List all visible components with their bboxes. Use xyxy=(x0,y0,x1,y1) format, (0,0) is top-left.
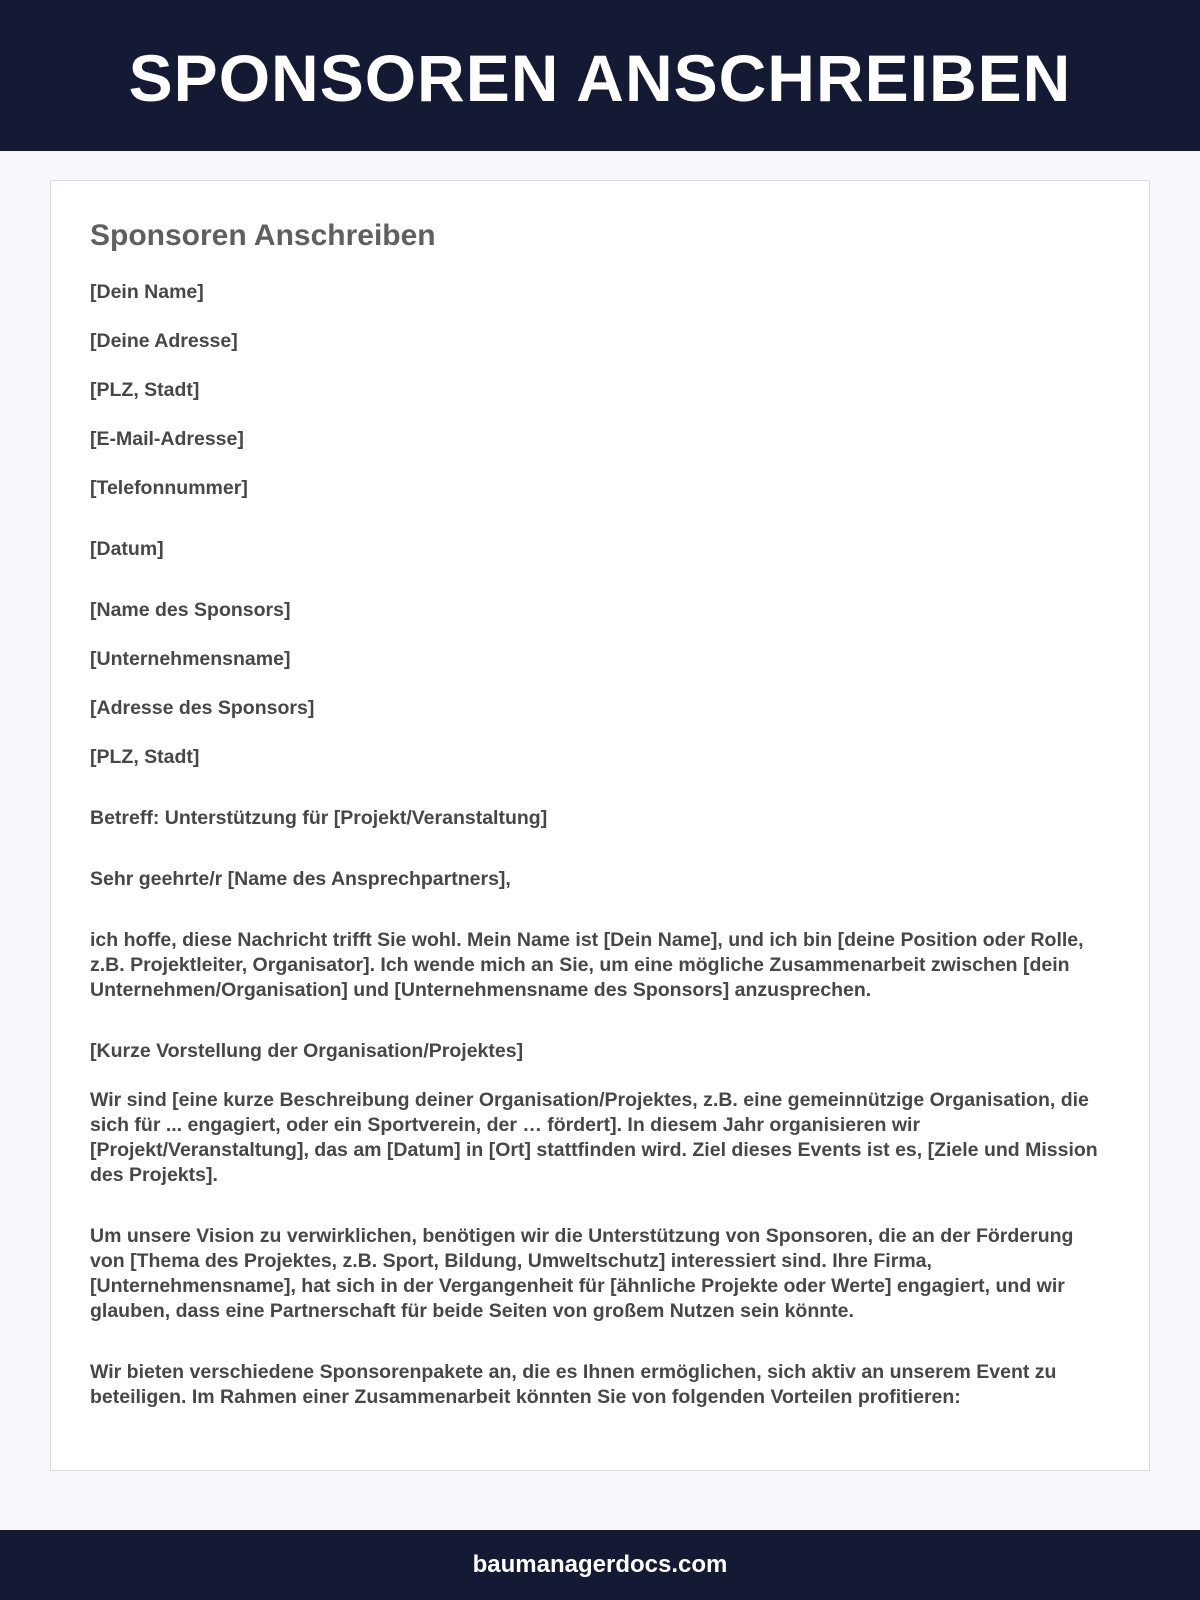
offer-paragraph: Wir bieten verschiedene Sponsorenpakete an, die es Ihnen ermöglichen, sich aktiv an unserem Event zu beteiligen. Im Rahmen einer Zusammenarbeit könnten Sie von folgenden Vorteilen profitieren: xyxy=(90,1361,1057,1408)
letter-subject: Betreff: Unterstützung für [Projekt/Veranstaltung] xyxy=(90,807,548,829)
sender-address: [Deine Adresse] xyxy=(90,330,238,352)
sender-name: [Dein Name] xyxy=(90,281,204,303)
sender-phone: [Telefonnummer] xyxy=(90,477,248,499)
vision-paragraph: Um unsere Vision zu verwirklichen, benötigen wir die Unterstützung von Sponsoren, die an der Förderung von [Thema des Projektes, z.B. Sport, Bildung, Umweltschutz] interessiert sind. Ihre Firma, [Unternehmensname], hat sich in der Vergangenheit für [ähnliche Projekte oder Werte] engagiert, und wir glauben, dass eine Partnerschaft für beide Seiten von großem Nutzen sein könnte. xyxy=(90,1225,1074,1322)
recipient-company: [Unternehmensname] xyxy=(90,648,291,670)
about-paragraph: Wir sind [eine kurze Beschreibung deiner Organisation/Projektes, z.B. eine gemeinnützige Organisation, die sich für ... engagiert, oder ein Sportverein, der … fördert]. In diesem Jahr organisieren wir [Projekt/Veranstaltung], das am [Datum] in [Ort] stattfinden wird. Ziel dieses Events ist es, [Ziele und Mission des Projekts]. xyxy=(90,1089,1098,1186)
header-title: SPONSOREN ANSCHREIBEN xyxy=(128,40,1072,115)
letter-salutation: Sehr geehrte/r [Name des Ansprechpartners], xyxy=(90,868,511,890)
page-header xyxy=(0,0,1200,151)
sender-email: [E-Mail-Adresse] xyxy=(90,428,244,450)
page-footer xyxy=(0,1530,1200,1600)
letter-date: [Datum] xyxy=(90,538,164,560)
document-title: Sponsoren Anschreiben xyxy=(90,219,436,252)
sender-city: [PLZ, Stadt] xyxy=(90,379,200,401)
recipient-name: [Name des Sponsors] xyxy=(90,599,291,621)
intro-paragraph: ich hoffe, diese Nachricht trifft Sie wohl. Mein Name ist [Dein Name], und ich bin [deine Position oder Rolle, z.B. Projektleiter, Organisator]. Ich wende mich an Sie, um eine mögliche Zusammenarbeit zwischen [dein Unternehmen/Organisation] und [Unternehmensname des Sponsors] anzusprechen. xyxy=(90,929,1084,1001)
recipient-city: [PLZ, Stadt] xyxy=(90,746,200,768)
section-heading: [Kurze Vorstellung der Organisation/Projektes] xyxy=(90,1040,524,1062)
recipient-address: [Adresse des Sponsors] xyxy=(90,697,315,719)
footer-site-name: baumanagerdocs.com xyxy=(472,1551,728,1578)
